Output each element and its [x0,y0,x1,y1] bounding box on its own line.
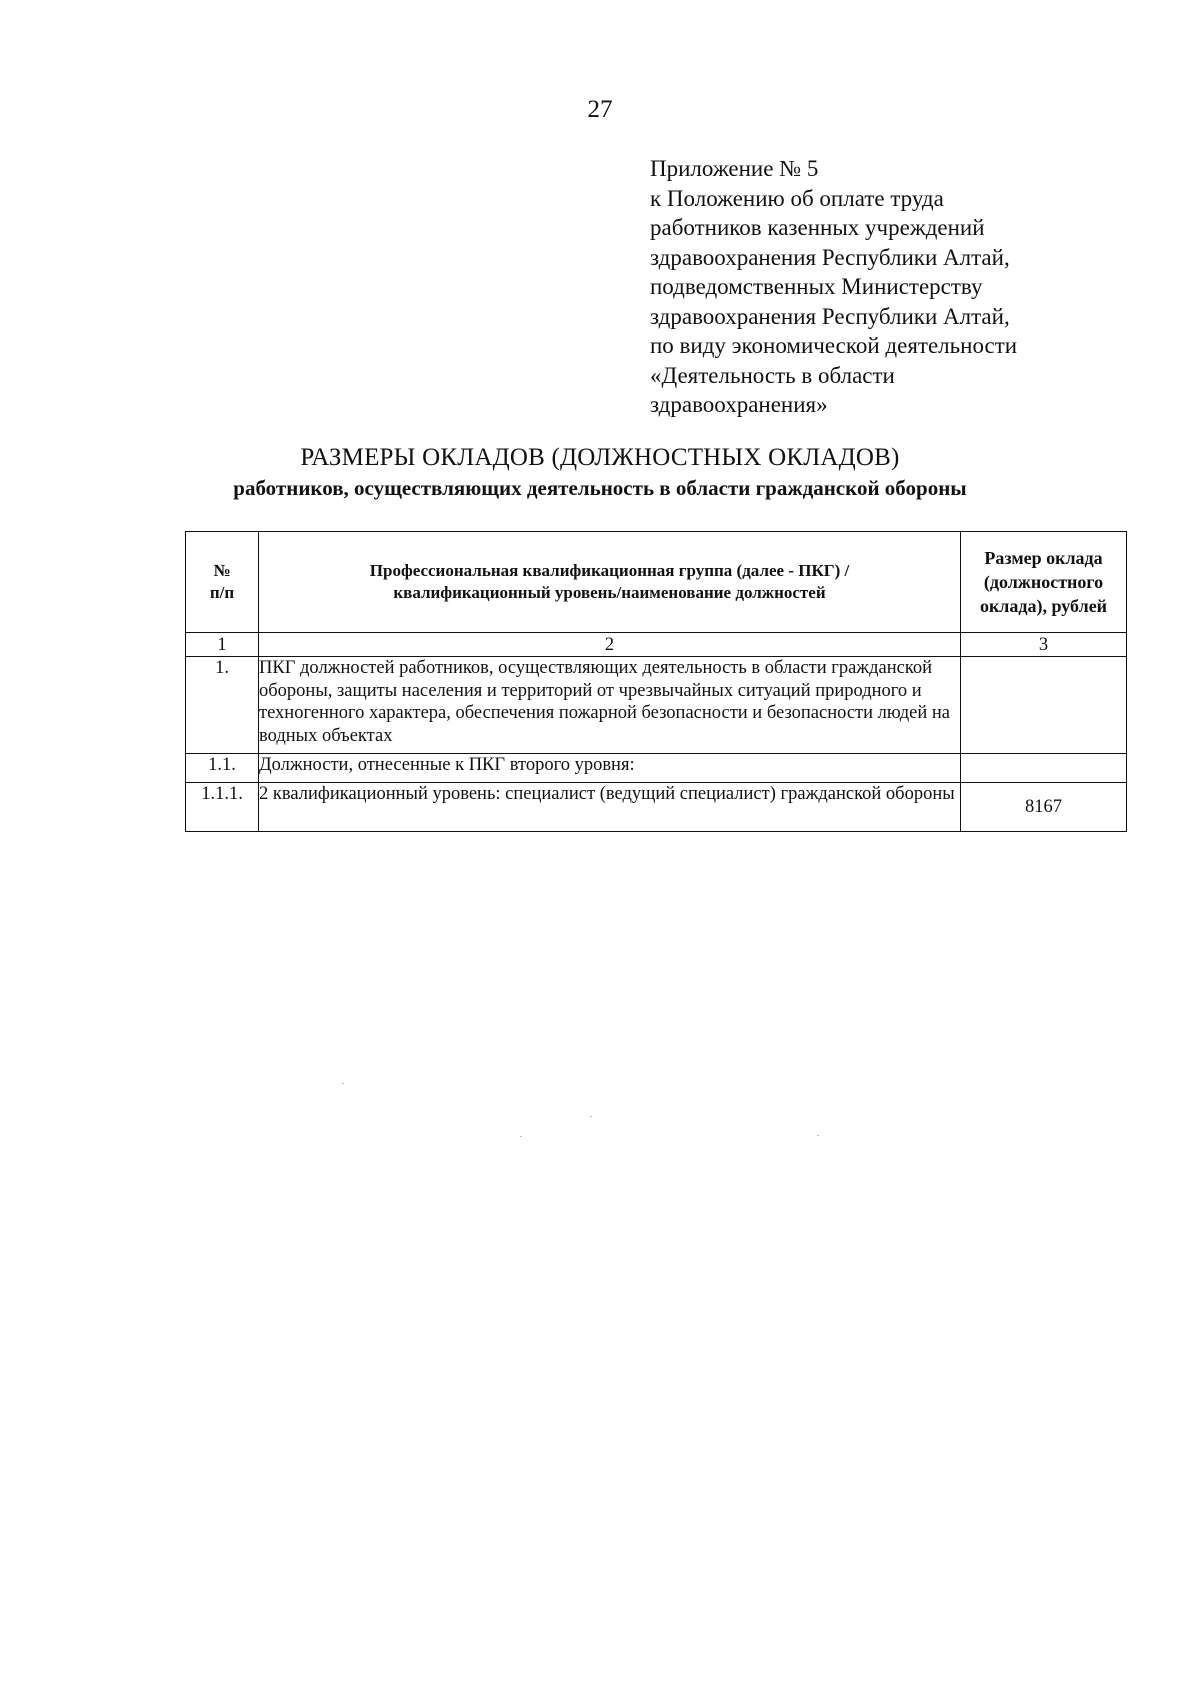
document-subtitle: работников, осуществляющих деятельность в области гражданской обороны [233,476,967,500]
header-number-line: № [213,561,231,580]
row-description: ПКГ должностей работников, осуществляющих деятельность в области гражданской обороны, защиты населения и территорий от чрезвычайных ситуаций природного и техногенного характера, обеспечения пожарной безопасности и безопасности людей на водных объектах [259,657,961,754]
row-salary [961,657,1127,754]
appendix-line: к Положению об оплате труда [650,185,944,211]
table-row [186,754,1127,783]
row-salary: 8167 [961,783,1127,832]
header-salary-line: оклада), рублей [979,596,1108,616]
column-number: 3 [961,633,1127,657]
row-description: Должности, отнесенные к ПКГ второго уровня: [259,754,961,783]
table-header-row [186,532,1127,633]
appendix-note [650,154,1130,420]
header-group-name [259,532,961,633]
header-group-line: Профессиональная квалификационная группа (далее - ПКГ) / [369,561,850,580]
header-salary-line: Размер оклада [984,548,1103,568]
header-number [186,532,259,633]
scan-speck [590,1116,592,1117]
header-group-line: квалификационный уровень/наименование должностей [393,583,826,602]
row-description: 2 квалификационный уровень: специалист (ведущий специалист) гражданской обороны [259,783,961,832]
row-number: 1.1.1. [186,783,259,832]
document-title: РАЗМЕРЫ ОКЛАДОВ (ДОЛЖНОСТНЫХ ОКЛАДОВ) [300,444,900,471]
appendix-line: работников казенных учреждений [650,215,985,240]
row-number: 1.1. [186,754,259,783]
appendix-line: подведомственных Министерству [650,274,983,299]
appendix-line: здравоохранения Республики Алтай, [650,244,1010,270]
table-row [186,657,1127,754]
appendix-line: Приложение № 5 [650,156,819,181]
scan-speck [817,1135,819,1136]
appendix-line: здравоохранения» [650,392,828,417]
table-row [186,783,1127,832]
column-number-row [186,633,1127,657]
row-salary [961,754,1127,783]
scan-speck [342,1083,344,1084]
column-number: 1 [186,633,259,657]
column-number: 2 [259,633,961,657]
appendix-line: здравоохранения Республики Алтай, [650,303,1010,329]
appendix-line: по виду экономической деятельности [650,333,1018,358]
scan-speck [520,1136,522,1137]
appendix-line: «Деятельность в области [650,362,895,388]
salary-table [185,531,1127,832]
row-number: 1. [186,657,259,754]
header-number-line: п/п [209,583,235,602]
header-salary-size [961,532,1127,633]
header-salary-line: (должностного [983,572,1104,592]
page-number: 27 [587,96,613,123]
